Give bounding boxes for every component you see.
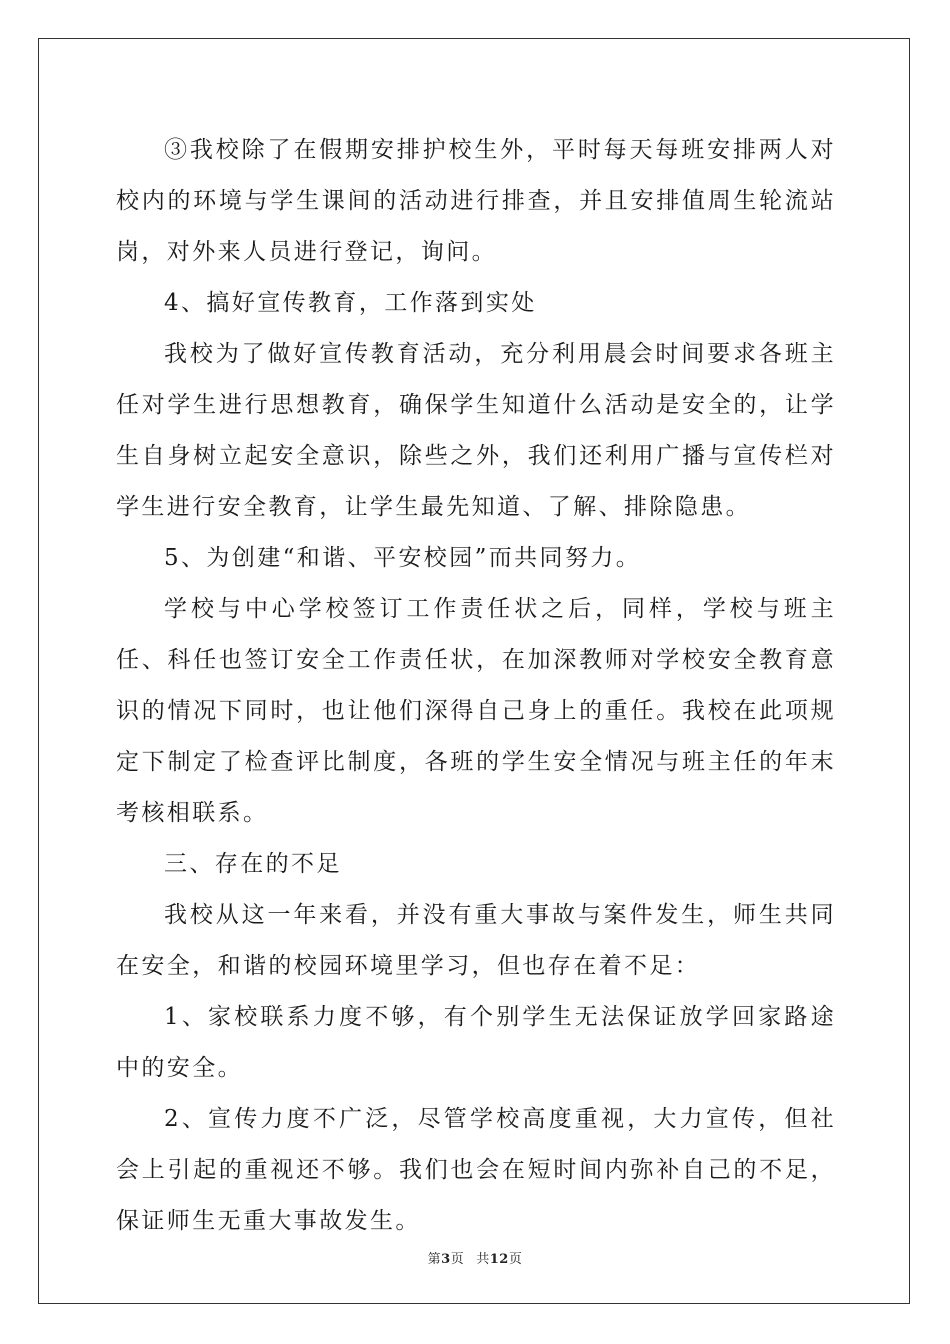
paragraph-shortcoming-1: 1、家校联系力度不够，有个别学生无法保证放学回家路途中的安全。 bbox=[116, 1004, 836, 1081]
page-prefix: 第 bbox=[427, 1252, 442, 1267]
section-heading-harmony: 5、为创建“和谐、平安校园”而共同努力。 bbox=[164, 545, 642, 571]
paragraph-item-3-duty: ③我校除了在假期安排护校生外，平时每天每班安排两人对校内的环境与学生课间的活动进行排查，并且安排值周生轮流站岗，对外来人员进行登记，询问。 bbox=[116, 137, 836, 265]
section-heading-shortcomings: 三、存在的不足 bbox=[164, 851, 342, 877]
total-pages: 12 bbox=[489, 1252, 509, 1267]
paragraph-shortcoming-2: 2、宣传力度不广泛，尽管学校高度重视，大力宣传，但社会上引起的重视还不够。我们也会在短时间内弥补自己的不足，保证师生无重大事故发生。 bbox=[116, 1106, 836, 1234]
paragraph-shortcomings-intro: 我校从这一年来看，并没有重大事故与案件发生，师生共同在安全，和谐的校园环境里学习，但也存在着不足： bbox=[116, 902, 836, 979]
page-footer bbox=[0, 1248, 950, 1267]
document-body bbox=[116, 125, 836, 1247]
total-suffix: 页 bbox=[508, 1252, 523, 1267]
page-suffix: 页 bbox=[450, 1252, 465, 1267]
total-prefix: 共 bbox=[476, 1252, 490, 1267]
page-number: 3 bbox=[441, 1252, 451, 1267]
section-heading-publicity: 4、搞好宣传教育，工作落到实处 bbox=[164, 290, 537, 316]
paragraph-responsibility: 学校与中心学校签订工作责任状之后，同样，学校与班主任、科任也签订安全工作责任状，在加深教师对学校安全教育意识的情况下同时，也让他们深得自己身上的重任。我校在此项规定下制定了检查评比制度，各班的学生安全情况与班主任的年末考核相联系。 bbox=[116, 596, 836, 826]
paragraph-publicity-education: 我校为了做好宣传教育活动，充分利用晨会时间要求各班主任对学生进行思想教育，确保学生知道什么活动是安全的，让学生自身树立起安全意识，除些之外，我们还利用广播与宣传栏对学生进行安全教育，让学生最先知道、了解、排除隐患。 bbox=[116, 341, 836, 520]
